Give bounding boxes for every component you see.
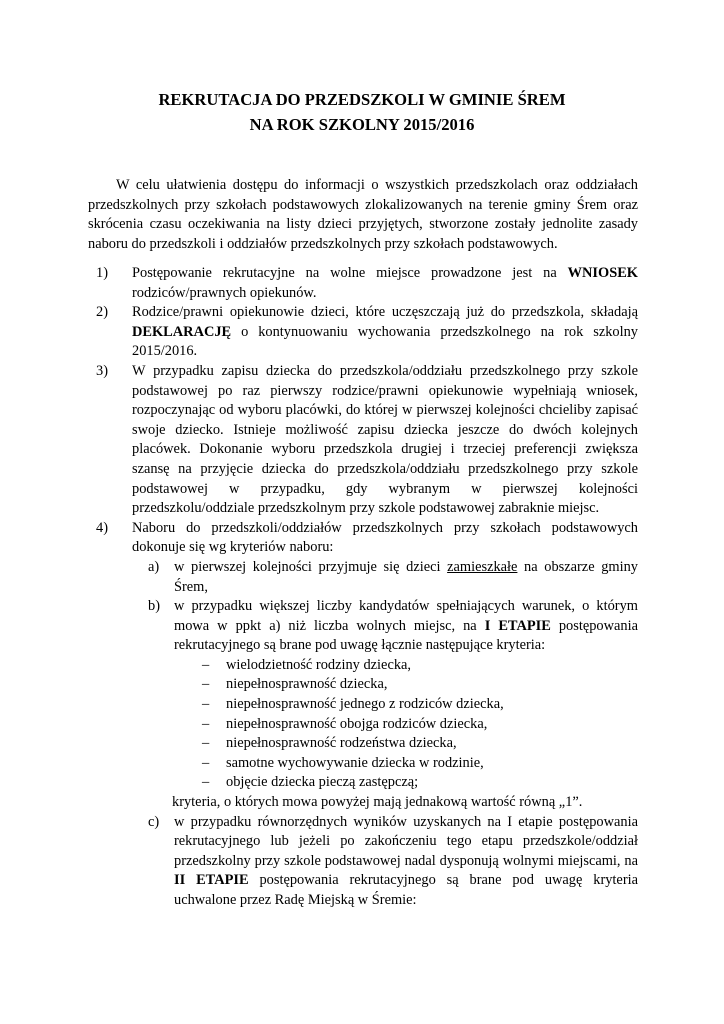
sub-letter: b) bbox=[148, 598, 160, 615]
criteria-item bbox=[202, 754, 638, 774]
criteria-text: samotne wychowywanie dziecka w rodzinie, bbox=[226, 754, 484, 771]
sub-text: w przypadku większej liczby kandydatów spełniających warunek, o którym mowa w ppkt a) niż liczba wolnych miejsc, na bbox=[174, 598, 638, 634]
criteria-list bbox=[88, 656, 638, 793]
sub-item-c bbox=[88, 813, 638, 911]
dash-bullet: – bbox=[202, 715, 210, 732]
rules-list bbox=[88, 264, 638, 911]
dash-bullet: – bbox=[202, 696, 210, 713]
criteria-item bbox=[202, 675, 638, 695]
rule-keyword-wniosek: WNIOSEK bbox=[567, 265, 638, 281]
dash-bullet: – bbox=[202, 656, 210, 673]
rule-item-1 bbox=[88, 264, 638, 303]
sub-text: na obszarze gminy Śrem, bbox=[174, 558, 638, 595]
sub-text: postępowania rekrutacyjnego są brane pod uwagę kryteria uchwalone przez Radę Miejską w Śremie: bbox=[174, 872, 638, 908]
criteria-text: objęcie dziecka pieczą zastępczą; bbox=[226, 774, 419, 791]
rule-text: o kontynuowaniu wychowania przedszkolnego na rok szkolny 2015/2016. bbox=[132, 323, 638, 360]
criteria-text: niepełnosprawność dziecka, bbox=[226, 676, 388, 693]
rule-number: 4) bbox=[96, 519, 108, 536]
criteria-item bbox=[202, 734, 638, 754]
rule-item-2 bbox=[88, 303, 638, 362]
rule-number: 1) bbox=[96, 265, 108, 281]
rule-text: rodziców/prawnych opiekunów. bbox=[132, 284, 317, 301]
criteria-item bbox=[202, 695, 638, 715]
sub-text: w przypadku równorzędnych wyników uzyskanych na I etapie postępowania rekrutacyjnego lub jeżeli po zakończeniu tego etapu przedszkole/oddział przedszkolny przy szkole podstawowej nadal dysponują wolnymi miejscami, na bbox=[174, 813, 638, 869]
criteria-item bbox=[202, 656, 638, 676]
criteria-note: kryteria, o których mowa powyżej mają jednakową wartość równą „1”. bbox=[172, 794, 583, 811]
title-line-1: REKRUTACJA DO PRZEDSZKOLI W GMINIE ŚREM bbox=[158, 90, 566, 109]
title-line-2: NA ROK SZKOLNY 2015/2016 bbox=[249, 115, 475, 134]
rule-keyword-deklaracja: DEKLARACJĘ bbox=[132, 323, 232, 340]
criteria-item bbox=[202, 715, 638, 735]
sub-letter: a) bbox=[148, 558, 160, 575]
sub-text: w pierwszej kolejności przyjmuje się dzieci bbox=[174, 558, 448, 575]
rule-text: Postępowanie rekrutacyjne na wolne miejsce prowadzone jest na bbox=[132, 265, 568, 281]
rule-text: W przypadku zapisu dziecka do przedszkola/oddziału przedszkolnego przy szkole podstawowej po raz pierwszy rodzice/prawni opiekunowie wypełniają wniosek, rozpoczynając od wyboru placówki, do której w pierwszej kolejności chcieliby zapisać swoje dziecko. Istnieje możliwość zapisu dziecka jeszcze do dwóch kolejnych placówek. Dokonanie wyboru przedszkola drugiej i trzeciej preferencji zwiększa szansę na przyjęcie dziecka do przedszkola/oddziału przedszkolnego przy szkole podstawowej w przypadku, gdy wybranym w pierwszej kolejności przedszkolu/oddziale przedszkolnym przy szkole podstawowej zabraknie miejsc. bbox=[132, 362, 638, 517]
rule-number: 3) bbox=[96, 362, 108, 379]
rule-item-4 bbox=[88, 519, 638, 558]
criteria-text: niepełnosprawność jednego z rodziców dziecka, bbox=[226, 696, 504, 713]
rule-number: 2) bbox=[96, 304, 108, 321]
criteria-item bbox=[202, 773, 638, 793]
stage-one-label: I ETAPIE bbox=[484, 617, 551, 634]
underlined-word: zamieszkałe bbox=[447, 558, 518, 575]
criteria-text: niepełnosprawność rodzeństwa dziecka, bbox=[226, 735, 457, 752]
sub-item-a bbox=[88, 558, 638, 597]
sub-letter: c) bbox=[148, 813, 160, 830]
document-title bbox=[0, 87, 724, 137]
stage-two-label: II ETAPIE bbox=[174, 872, 249, 889]
dash-bullet: – bbox=[202, 735, 210, 752]
dash-bullet: – bbox=[202, 754, 210, 771]
rule-text: Rodzice/prawni opiekunowie dzieci, które uczęszczają już do przedszkola, składają bbox=[132, 304, 638, 321]
criteria-text: niepełnosprawność obojga rodziców dziecka, bbox=[226, 715, 488, 732]
dash-bullet: – bbox=[202, 676, 210, 693]
sub-item-b bbox=[88, 597, 638, 656]
intro-paragraph: W celu ułatwienia dostępu do informacji o wszystkich przedszkolach oraz oddziałach przedszkolnych przy szkołach podstawowych zlokalizowanych na terenie gminy Śrem oraz skrócenia czasu oczekiwania na listy dzieci przyjętych, stworzone zostały jednolite zasady naboru do przedszkoli i oddziałów przedszkolnych przy szkołach podstawowych. bbox=[88, 177, 638, 252]
criteria-text: wielodzietność rodziny dziecka, bbox=[226, 656, 412, 673]
rule-item-3 bbox=[88, 362, 638, 519]
sub-text: postępowania rekrutacyjnego są brane pod uwagę łącznie następujące kryteria: bbox=[174, 617, 638, 654]
dash-bullet: – bbox=[202, 774, 210, 791]
rule-text: Naboru do przedszkoli/oddziałów przedszkolnych przy szkołach podstawowych dokonuje się wg kryteriów naboru: bbox=[132, 519, 638, 556]
